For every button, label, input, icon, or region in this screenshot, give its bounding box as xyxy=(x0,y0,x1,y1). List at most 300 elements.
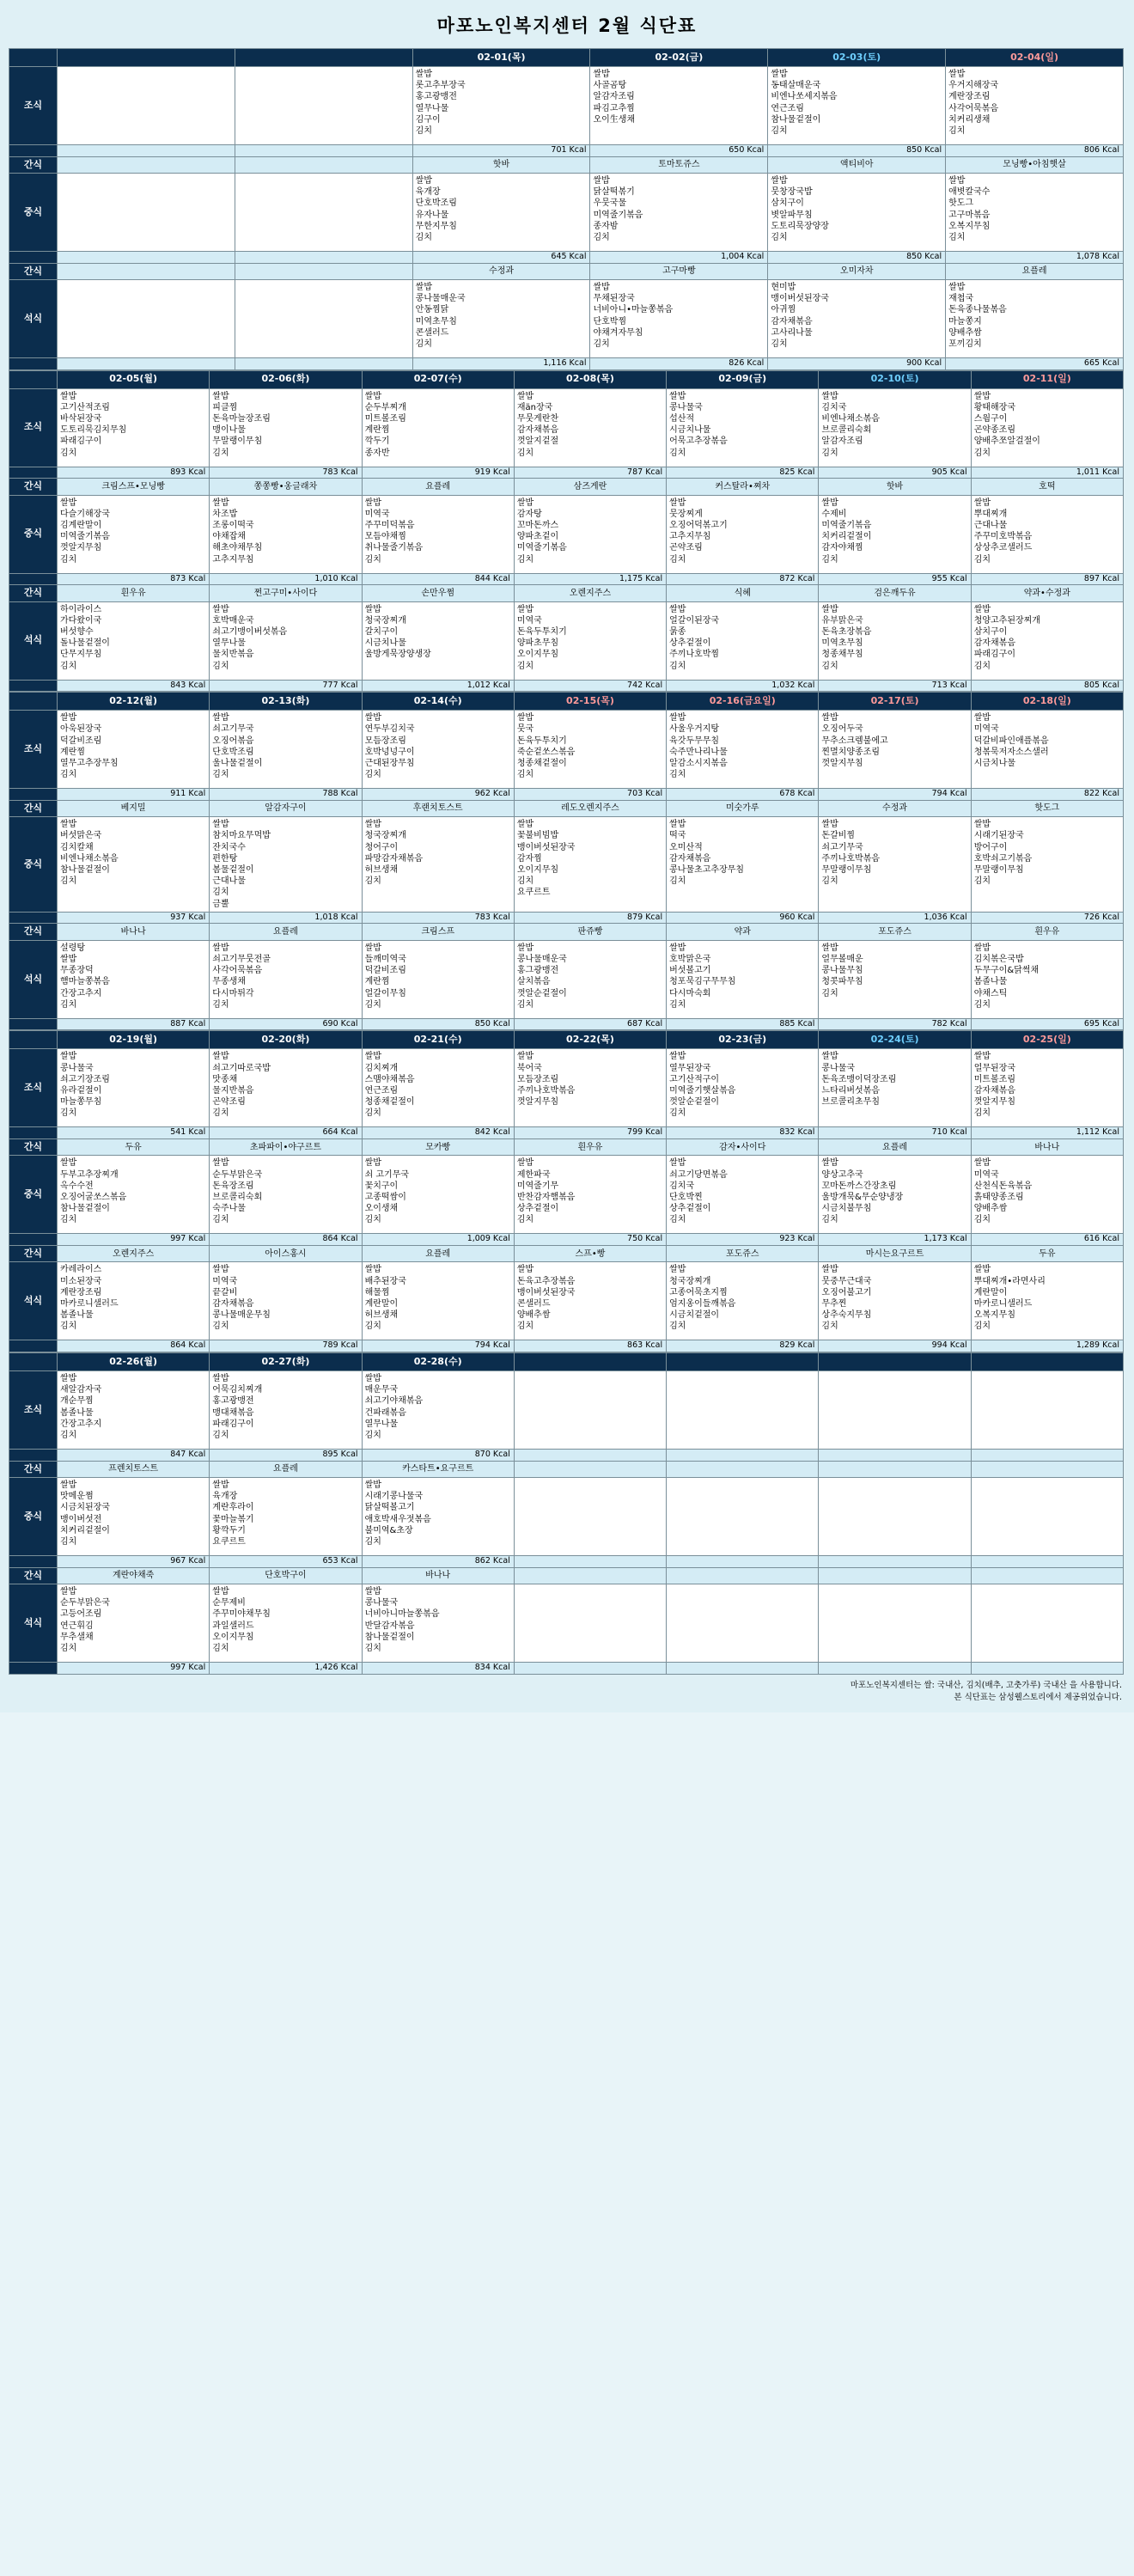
menu-item: 쌀밥 xyxy=(516,713,534,723)
menu-item: 옥수수전 xyxy=(60,1181,94,1191)
dinner-cell xyxy=(667,1262,819,1340)
menu-item: 오징어볶음 xyxy=(212,736,254,746)
lunch-row xyxy=(9,1156,1124,1234)
kcal-value: 1,173 Kcal xyxy=(819,1234,971,1246)
menu-item: 맹이버섯된장국 xyxy=(516,842,576,852)
menu-item: 김치 xyxy=(364,1215,381,1225)
footer-note xyxy=(0,1675,1134,1713)
menu-item: 쌀밥 xyxy=(212,1587,229,1597)
snack-row-1 xyxy=(9,156,1124,174)
menu-item: 햄마늘쫑볶음 xyxy=(60,977,110,987)
menu-item: 시금치불무침 xyxy=(821,1204,872,1214)
menu-item: 김치 xyxy=(771,232,788,242)
menu-item: 섭산적 xyxy=(669,414,695,424)
menu-item: 유부맑은국 xyxy=(821,615,863,626)
menu-item: 애호박새우젓볶음 xyxy=(364,1514,431,1524)
menu-item: 쌀밥 xyxy=(771,70,788,79)
menu-item: 맹이버섯된장국 xyxy=(771,294,829,304)
kcal-value: 897 Kcal xyxy=(971,573,1123,585)
menu-item: 치커리겉절이 xyxy=(821,532,872,542)
menu-item: 물치반볶음 xyxy=(212,650,254,660)
footer-line-2: 본 식단표는 삼성웰스토리에서 제공위었습니다. xyxy=(954,1692,1122,1702)
menu-item: 마카로니샐러드 xyxy=(60,1299,119,1309)
menu-item: 오미산적 xyxy=(669,842,703,852)
menu-item: 쌀밥 xyxy=(669,1158,686,1169)
menu-item: 육개장 xyxy=(212,1492,238,1502)
menu-item: 김치 xyxy=(973,1322,991,1332)
snack-cell: 포도쥬스 xyxy=(819,924,971,941)
lunch-cell xyxy=(210,1478,362,1556)
row-label-snack: 간식 xyxy=(9,924,58,941)
dinner-cell xyxy=(210,1262,362,1340)
date-header: 02-14(수) xyxy=(362,693,514,711)
menu-item: 피클찜 xyxy=(212,402,238,412)
snack-cell: 계란야채죽 xyxy=(58,1567,210,1584)
menu-item: 김치 xyxy=(973,448,991,458)
menu-item: 오징어굴쏘스볶음 xyxy=(60,1192,127,1202)
dinner-cell xyxy=(971,1262,1123,1340)
dinner-cell xyxy=(362,601,514,680)
menu-item: 알감자조림 xyxy=(821,436,863,447)
row-label-kcal xyxy=(9,912,58,924)
menu-item: 과일샐러드 xyxy=(212,1621,254,1631)
menu-item: 뿌대찌개 xyxy=(973,509,1008,519)
menu-item: 꽃불비빔밥 xyxy=(516,831,559,841)
row-label-snack: 간식 xyxy=(9,1461,58,1478)
date-header: 02-13(화) xyxy=(210,693,362,711)
dinner-cell xyxy=(514,1584,666,1663)
date-header xyxy=(819,1353,971,1371)
lunch-cell xyxy=(667,495,819,573)
snack-cell: 핫바 xyxy=(412,156,590,174)
kcal-value: 1,175 Kcal xyxy=(514,573,666,585)
menu-item: 김치 xyxy=(821,1322,838,1332)
lunch-cell xyxy=(667,1156,819,1234)
snack-cell: 오렌지주스 xyxy=(58,1245,210,1262)
menu-item: 콩나물국 xyxy=(364,1598,399,1608)
menu-item: 콩나물매운국 xyxy=(415,294,466,304)
menu-item: 마늘쫑지 xyxy=(948,316,982,327)
date-header xyxy=(667,1353,819,1371)
row-label-kcal xyxy=(9,358,58,370)
menu-item: 쌀밥 xyxy=(593,176,610,186)
menu-item: 마늘쫑무침 xyxy=(60,1097,102,1108)
menu-item: 양파초무침 xyxy=(516,638,559,649)
breakfast-cell xyxy=(210,711,362,789)
menu-item: 주끼나호박볶음 xyxy=(516,1085,576,1096)
menu-item: 단호박찐 xyxy=(669,1192,703,1202)
week-table xyxy=(9,1352,1124,1675)
menu-item: 콘샐러드 xyxy=(415,327,449,338)
menu-item: 고종떡쌈이 xyxy=(364,1192,406,1202)
snack-cell: 수정과 xyxy=(819,800,971,817)
dinner-row xyxy=(9,1584,1124,1663)
row-label-breakfast: 조식 xyxy=(9,67,58,145)
menu-item: 김치 xyxy=(364,770,381,780)
row-label-kcal xyxy=(9,1340,58,1352)
dinner-cell xyxy=(971,1584,1123,1663)
menu-item: 브로콜리숙회 xyxy=(212,1192,263,1202)
kcal-value: 842 Kcal xyxy=(362,1127,514,1139)
menu-item: 돈육고추장볶음 xyxy=(516,1276,576,1286)
dinner-cell xyxy=(210,601,362,680)
menu-item: 쌀밥 xyxy=(821,604,838,614)
menu-item: 김치칼채 xyxy=(60,842,94,852)
menu-item: 모듬장조림 xyxy=(364,736,406,746)
menu-item: 김치 xyxy=(973,661,991,671)
menu-item: 뭇중무근대국 xyxy=(821,1276,872,1286)
menu-item: 버섯볼고기 xyxy=(669,966,711,976)
lunch-cell xyxy=(971,1156,1123,1234)
menu-item: 김계란말이 xyxy=(60,521,102,531)
kcal-value: 713 Kcal xyxy=(819,680,971,692)
row-label-dinner: 석식 xyxy=(9,280,58,358)
menu-item: 콩나물초고추장무침 xyxy=(669,865,745,876)
kcal-value xyxy=(667,1450,819,1462)
menu-item: 우거지해장국 xyxy=(948,81,999,91)
lunch-cell xyxy=(946,174,1124,252)
kcal-value: 750 Kcal xyxy=(514,1234,666,1246)
kcal-value: 829 Kcal xyxy=(667,1340,819,1352)
kcal-value xyxy=(667,1556,819,1568)
menu-item: 콘샐러드 xyxy=(516,1299,551,1309)
menu-item: 콩나물매운무침 xyxy=(212,1310,271,1321)
snack-cell xyxy=(58,263,235,280)
dinner-cell xyxy=(819,940,971,1018)
menu-item: 무말랭이무침 xyxy=(821,865,872,876)
menu-item: 열무나물 xyxy=(415,103,449,113)
date-header: 02-24(토) xyxy=(819,1031,971,1049)
menu-item: 고기산적조림 xyxy=(60,402,110,412)
dinner-kcal-row xyxy=(9,1340,1124,1352)
menu-item: 쌀밥 xyxy=(364,497,381,508)
menu-item: 순두부맑은국 xyxy=(60,1598,110,1608)
menu-item: 쌀밥 xyxy=(415,283,432,293)
menu-item: 단무지무침 xyxy=(60,650,102,660)
menu-item: 취나물줄기볶음 xyxy=(364,543,424,553)
snack-cell: 감자•사이다 xyxy=(667,1138,819,1156)
menu-item: 쌀밥 xyxy=(973,1265,991,1275)
date-header xyxy=(235,49,412,67)
dinner-cell xyxy=(235,280,412,358)
breakfast-cell xyxy=(819,1049,971,1127)
menu-item: 청국장찌개 xyxy=(364,831,406,841)
snack-cell: 바나나 xyxy=(362,1567,514,1584)
menu-item: 김치 xyxy=(516,999,534,1010)
kcal-value xyxy=(235,252,412,264)
menu-item: 쇠고기장조림 xyxy=(60,1074,110,1084)
menu-item: 주꾸미야채무침 xyxy=(212,1609,271,1620)
menu-item: 쌀밥 xyxy=(364,713,381,723)
kcal-value: 787 Kcal xyxy=(514,467,666,479)
snack-cell: 초파파이•야구르트 xyxy=(210,1138,362,1156)
corner-cell xyxy=(9,370,58,388)
menu-item: 연근조림 xyxy=(771,103,804,113)
menu-item: 애볏칼국수 xyxy=(948,187,991,198)
lunch-kcal-row xyxy=(9,912,1124,924)
kcal-value: 653 Kcal xyxy=(210,1556,362,1568)
menu-item: 돈육초장볶음 xyxy=(821,627,872,638)
menu-item: 김치 xyxy=(60,448,77,458)
kcal-value xyxy=(819,1450,971,1462)
breakfast-cell xyxy=(210,1049,362,1127)
menu-item: 계란장조림 xyxy=(948,92,991,102)
menu-item: 얼갈이무침 xyxy=(364,988,406,998)
menu-item: 맛메운쩜 xyxy=(60,1492,94,1502)
kcal-value: 919 Kcal xyxy=(362,467,514,479)
menu-item: 상추겉절이 xyxy=(669,1204,711,1214)
dinner-cell xyxy=(514,940,666,1018)
menu-item: 순두부맑은국 xyxy=(212,1169,263,1180)
row-label-snack: 간식 xyxy=(9,800,58,817)
menu-item: 편한탕 xyxy=(212,853,238,864)
menu-item: 쌀밥 xyxy=(364,1480,381,1491)
menu-item: 시금치겉절이 xyxy=(669,1310,720,1321)
snack-cell: 두유 xyxy=(971,1245,1123,1262)
breakfast-cell xyxy=(667,1371,819,1450)
menu-item: 쌀밥 xyxy=(212,497,229,508)
menu-item: 쌀밥 xyxy=(364,820,381,830)
dinner-cell xyxy=(819,1584,971,1663)
menu-item: 바삭된장국 xyxy=(60,414,102,424)
menu-item: 김치 xyxy=(364,999,381,1010)
menu-item: 꼬마돈까스간장초림 xyxy=(821,1181,897,1191)
row-label-kcal xyxy=(9,789,58,801)
menu-item: 호박쇠고기볶음 xyxy=(973,853,1033,864)
snack-row-1 xyxy=(9,1461,1124,1478)
snack-cell: 포도쥬스 xyxy=(667,1245,819,1262)
menu-item: 김치 xyxy=(212,661,229,671)
snack-cell: 흰우유 xyxy=(514,1138,666,1156)
row-label-kcal xyxy=(9,1556,58,1568)
lunch-cell xyxy=(58,1478,210,1556)
lunch-cell xyxy=(210,817,362,913)
menu-item: 깍두기 xyxy=(364,436,390,447)
menu-item: 쌀밥 xyxy=(821,713,838,723)
lunch-cell xyxy=(514,817,666,913)
menu-item: 청포묵김구무무침 xyxy=(669,977,736,987)
menu-item: 쌀밥 xyxy=(212,391,229,401)
dinner-kcal-row xyxy=(9,680,1124,692)
kcal-value: 960 Kcal xyxy=(667,912,819,924)
kcal-value xyxy=(819,1556,971,1568)
menu-item: 쌀밥 xyxy=(516,1052,534,1062)
row-label-dinner: 석식 xyxy=(9,1584,58,1663)
row-label-dinner: 석식 xyxy=(9,940,58,1018)
lunch-cell xyxy=(514,495,666,573)
row-label-kcal xyxy=(9,252,58,264)
menu-item: 미역줄기볶음 xyxy=(821,521,872,531)
row-label-kcal xyxy=(9,573,58,585)
menu-item: 김치 xyxy=(821,876,838,887)
snack-cell: 요플레 xyxy=(362,1245,514,1262)
breakfast-row xyxy=(9,711,1124,789)
menu-item: 쇠고기야채볶음 xyxy=(364,1396,424,1407)
menu-item: 쌀밥 xyxy=(212,943,229,953)
menu-item: 김치 xyxy=(669,1108,686,1119)
menu-item: 감자채볶음 xyxy=(669,853,711,864)
week-table xyxy=(9,692,1124,1030)
breakfast-cell xyxy=(514,1371,666,1450)
date-header: 02-21(수) xyxy=(362,1031,514,1049)
week-table xyxy=(9,370,1124,693)
lunch-cell xyxy=(667,817,819,913)
menu-item: 건파래볶음 xyxy=(364,1407,406,1418)
row-label-lunch: 중식 xyxy=(9,495,58,573)
date-header: 02-22(목) xyxy=(514,1031,666,1049)
menu-item: 다시마튀각 xyxy=(212,988,254,998)
row-label-dinner: 석식 xyxy=(9,1262,58,1340)
row-label-lunch: 중식 xyxy=(9,174,58,252)
dinner-cell xyxy=(412,280,590,358)
menu-item: 껏알지무침 xyxy=(516,1097,559,1108)
menu-item: 울방개묵&무순양냉장 xyxy=(821,1192,904,1202)
menu-item: 계란찜 xyxy=(364,425,390,436)
menu-item: 사울우거지탕 xyxy=(669,724,720,735)
kcal-value xyxy=(58,145,235,157)
dinner-cell xyxy=(210,1584,362,1663)
lunch-row xyxy=(9,174,1124,252)
menu-item: 돈육마늘장조림 xyxy=(212,414,271,424)
menu-item: 호박맑은국 xyxy=(669,955,711,965)
snack-cell: 마시는요구르트 xyxy=(819,1245,971,1262)
menu-item: 차조밥 xyxy=(212,509,238,519)
snack-cell xyxy=(514,1461,666,1478)
menu-item: 무종생채 xyxy=(212,977,246,987)
menu-item: 동태살매운국 xyxy=(771,81,821,91)
menu-item: 근대나물 xyxy=(212,876,246,887)
snack-row-2 xyxy=(9,1245,1124,1262)
kcal-value: 997 Kcal xyxy=(58,1234,210,1246)
kcal-value: 1,112 Kcal xyxy=(971,1127,1123,1139)
menu-item: 무추찐 xyxy=(821,1299,847,1309)
menu-item: 허브생채 xyxy=(364,865,399,876)
menu-item: 미역줄기볶음 xyxy=(516,543,567,553)
breakfast-cell xyxy=(235,67,412,145)
menu-item: 카레라이스 xyxy=(60,1265,102,1275)
date-header: 02-05(월) xyxy=(58,370,210,388)
date-header xyxy=(514,1353,666,1371)
menu-item: 김치 xyxy=(669,554,686,565)
menu-item: 닭살떡볼고기 xyxy=(364,1503,415,1513)
menu-item: 쌀밥 xyxy=(60,1587,77,1597)
menu-item: 요쿠르트 xyxy=(516,888,551,898)
menu-item: 쌀밥 xyxy=(669,1052,686,1062)
menu-item: 쇠고기따로국밥 xyxy=(212,1063,271,1073)
row-label-breakfast: 조식 xyxy=(9,1371,58,1450)
page-title: 마포노인복지센터 2월 식단표 xyxy=(436,15,698,36)
menu-item: 해물찜 xyxy=(364,1287,390,1297)
menu-item: 파망감자채볶음 xyxy=(364,853,424,864)
breakfast-cell xyxy=(514,1049,666,1127)
date-header: 02-08(목) xyxy=(514,370,666,388)
lunch-row xyxy=(9,1478,1124,1556)
menu-item: 김치 xyxy=(60,661,77,671)
menu-item: 쇠고기무국 xyxy=(212,724,254,735)
menu-item: 유자나물 xyxy=(415,210,449,220)
kcal-value: 870 Kcal xyxy=(362,1450,514,1462)
menu-item: 쌀밥 xyxy=(212,1265,229,1275)
menu-item: 홍고광맹전 xyxy=(212,1396,254,1407)
row-label-kcal xyxy=(9,1663,58,1675)
menu-item: 미역초무침 xyxy=(415,316,457,327)
menu-item: 고추지무침 xyxy=(212,554,254,565)
menu-item: 미역줄기볶음 xyxy=(593,210,643,220)
kcal-value: 923 Kcal xyxy=(667,1234,819,1246)
dinner-cell xyxy=(768,280,946,358)
menu-item: 김치 xyxy=(364,1536,381,1547)
kcal-value: 1,032 Kcal xyxy=(667,680,819,692)
menu-item: 김치 xyxy=(593,232,610,242)
menu-item: 꼬마돈까스 xyxy=(516,521,559,531)
dinner-row xyxy=(9,940,1124,1018)
snack-cell xyxy=(58,156,235,174)
menu-item: 설령탕 xyxy=(60,943,85,953)
menu-item: 돈육종나물볶음 xyxy=(948,305,1007,315)
menu-item: 재än장국 xyxy=(516,402,553,412)
menu-item: 김치 xyxy=(821,448,838,458)
menu-item: 종자밤 xyxy=(593,221,619,231)
kcal-value xyxy=(235,358,412,370)
menu-item: 계란후라이 xyxy=(212,1503,254,1513)
date-header: 02-23(금) xyxy=(667,1031,819,1049)
menu-item: 열무된장국 xyxy=(669,1063,711,1073)
menu-item: 상추숙지무침 xyxy=(821,1310,872,1321)
menu-item: 오징어두국 xyxy=(821,724,863,735)
menu-item: 청국장찌개 xyxy=(364,615,406,626)
lunch-kcal-row xyxy=(9,1556,1124,1568)
kcal-value: 541 Kcal xyxy=(58,1127,210,1139)
snack-cell: 오렌지주스 xyxy=(514,585,666,602)
menu-item: 모듬장조림 xyxy=(516,1074,559,1084)
kcal-value: 1,004 Kcal xyxy=(590,252,768,264)
menu-item: 참나물겉절이 xyxy=(364,1632,415,1642)
snack-cell: 식혜 xyxy=(667,585,819,602)
menu-item: 쌀밥 xyxy=(516,1158,534,1169)
menu-item: 김치 xyxy=(669,448,686,458)
snack-cell: 알감자구이 xyxy=(210,800,362,817)
menu-item: 가다왔이국 xyxy=(60,615,102,626)
snack-cell: 호떡 xyxy=(971,479,1123,496)
kcal-value: 1,289 Kcal xyxy=(971,1340,1123,1352)
menu-item: 쌀밥 xyxy=(60,713,77,723)
date-header: 02-25(일) xyxy=(971,1031,1123,1049)
row-label-lunch: 중식 xyxy=(9,817,58,913)
menu-item: 떡국 xyxy=(669,831,686,841)
menu-item: 쌀밥 xyxy=(212,604,229,614)
kcal-value: 1,011 Kcal xyxy=(971,467,1123,479)
snack-cell: 약과 xyxy=(667,924,819,941)
menu-item: 쌀밥 xyxy=(669,604,686,614)
menu-item: 쌀밥 xyxy=(973,713,991,723)
menu-item: 쌀밥 xyxy=(364,1158,381,1169)
menu-item: 두무구이&닭썩채 xyxy=(973,966,1040,976)
menu-item: 무말랭이무침 xyxy=(973,865,1024,876)
menu-item: 김치 xyxy=(415,125,432,136)
menu-item: 호박넝넝구이 xyxy=(364,747,415,757)
menu-item: 비엔나쏘세지볶음 xyxy=(771,92,838,102)
menu-item: 양상고추국 xyxy=(821,1169,863,1180)
kcal-value: 687 Kcal xyxy=(514,1018,666,1030)
menu-item: 쌀밥 xyxy=(973,1052,991,1062)
menu-item: 어묵고추장볶음 xyxy=(669,436,728,447)
snack-cell: 토마토쥬스 xyxy=(590,156,768,174)
menu-item: 북어국 xyxy=(516,1063,542,1073)
menu-item: 연두부김치국 xyxy=(364,724,415,735)
menu-item: 감자채볶음 xyxy=(973,638,1015,649)
menu-item: 육갓두무무침 xyxy=(669,736,720,746)
breakfast-cell xyxy=(819,711,971,789)
